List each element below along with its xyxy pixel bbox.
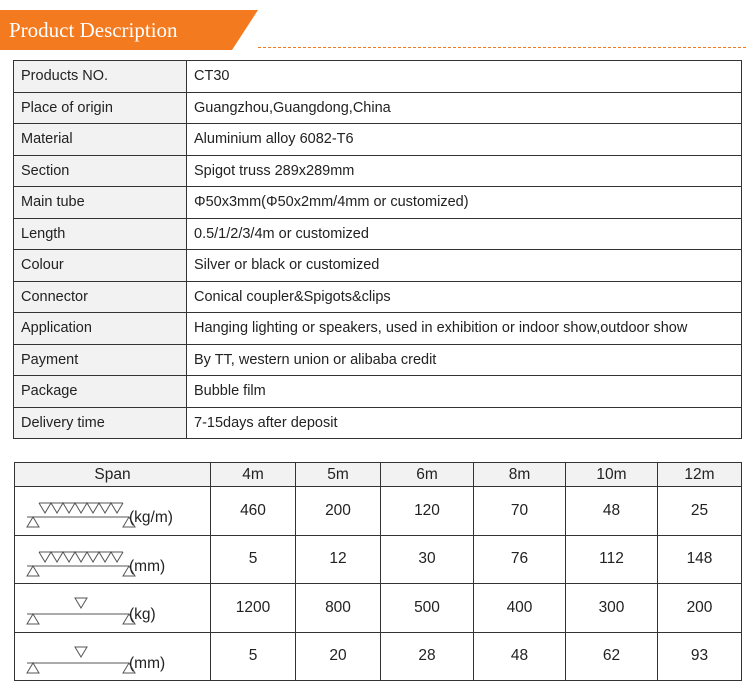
span-header-cell: 12m (658, 463, 742, 487)
spec-value: Guangzhou,Guangdong,China (187, 92, 742, 124)
deflection-value: 20 (296, 632, 381, 681)
span-header: Span (15, 463, 211, 487)
load-value: 1200 (211, 584, 296, 633)
spec-value: Conical coupler&Spigots&clips (187, 281, 742, 313)
table-row (15, 487, 742, 536)
load-value: 120 (381, 487, 474, 536)
load-value: 460 (211, 487, 296, 536)
load-value: 300 (566, 584, 658, 633)
load-table-header-row (15, 463, 742, 487)
span-diagram-cell (15, 584, 211, 633)
uniform-load-deflection-diagram-icon (21, 542, 141, 580)
load-value: 400 (474, 584, 566, 633)
deflection-value: 93 (658, 632, 742, 681)
spec-row (14, 250, 742, 282)
spec-row (14, 124, 742, 156)
spec-value: 0.5/1/2/3/4m or customized (187, 218, 742, 250)
deflection-value: 62 (566, 632, 658, 681)
spec-value: Φ50x3mm(Φ50x2mm/4mm or customized) (187, 187, 742, 219)
spec-row (14, 187, 742, 219)
deflection-value: 112 (566, 535, 658, 584)
spec-key: Products NO. (14, 61, 187, 93)
uniform-load-diagram-icon (21, 493, 141, 531)
spec-value: Bubble film (187, 376, 742, 408)
spec-row (14, 344, 742, 376)
deflection-value: 76 (474, 535, 566, 584)
spec-key: Length (14, 218, 187, 250)
spec-row (14, 61, 742, 93)
point-load-deflection-diagram-icon (21, 639, 141, 677)
table-row (15, 535, 742, 584)
spec-key: Colour (14, 250, 187, 282)
deflection-value: 5 (211, 632, 296, 681)
load-table (14, 462, 742, 681)
spec-key: Package (14, 376, 187, 408)
spec-table (13, 60, 742, 439)
spec-key: Main tube (14, 187, 187, 219)
dashed-divider (258, 47, 746, 48)
section-banner (0, 10, 232, 50)
load-value: 25 (658, 487, 742, 536)
load-value: 70 (474, 487, 566, 536)
span-header-cell: 10m (566, 463, 658, 487)
spec-row (14, 376, 742, 408)
spec-key: Delivery time (14, 407, 187, 439)
span-diagram-cell (15, 632, 211, 681)
section-title: Product Description (9, 18, 178, 42)
spec-value: Hanging lighting or speakers, used in exhibition or indoor show,outdoor show (187, 313, 742, 345)
banner-tail (232, 10, 258, 50)
span-diagram-cell (15, 535, 211, 584)
spec-value: Aluminium alloy 6082-T6 (187, 124, 742, 156)
deflection-value: 5 (211, 535, 296, 584)
spec-key: Section (14, 155, 187, 187)
load-value: 200 (296, 487, 381, 536)
spec-value: CT30 (187, 61, 742, 93)
spec-value: 7-15days after deposit (187, 407, 742, 439)
spec-row (14, 281, 742, 313)
unit-label: (kg) (129, 606, 156, 623)
load-value: 48 (566, 487, 658, 536)
spec-key: Payment (14, 344, 187, 376)
span-header-cell: 6m (381, 463, 474, 487)
deflection-value: 28 (381, 632, 474, 681)
spec-key: Place of origin (14, 92, 187, 124)
deflection-value: 30 (381, 535, 474, 584)
deflection-value: 12 (296, 535, 381, 584)
span-diagram-cell (15, 487, 211, 536)
spec-row (14, 155, 742, 187)
load-value: 200 (658, 584, 742, 633)
deflection-value: 148 (658, 535, 742, 584)
table-row (15, 584, 742, 633)
spec-row (14, 407, 742, 439)
spec-value: By TT, western union or alibaba credit (187, 344, 742, 376)
load-value: 500 (381, 584, 474, 633)
unit-label: (mm) (129, 654, 166, 672)
spec-value: Spigot truss 289x289mm (187, 155, 742, 187)
spec-row (14, 313, 742, 345)
spec-key: Connector (14, 281, 187, 313)
unit-label: (kg/m) (129, 509, 173, 526)
span-header-cell: 5m (296, 463, 381, 487)
span-header-cell: 4m (211, 463, 296, 487)
spec-row (14, 218, 742, 250)
unit-label: (mm) (129, 557, 166, 575)
deflection-value: 48 (474, 632, 566, 681)
spec-value: Silver or black or customized (187, 250, 742, 282)
spec-key: Application (14, 313, 187, 345)
span-header-cell: 8m (474, 463, 566, 487)
spec-key: Material (14, 124, 187, 156)
load-value: 800 (296, 584, 381, 633)
point-load-diagram-icon (21, 590, 141, 628)
spec-row (14, 92, 742, 124)
table-row (15, 632, 742, 681)
